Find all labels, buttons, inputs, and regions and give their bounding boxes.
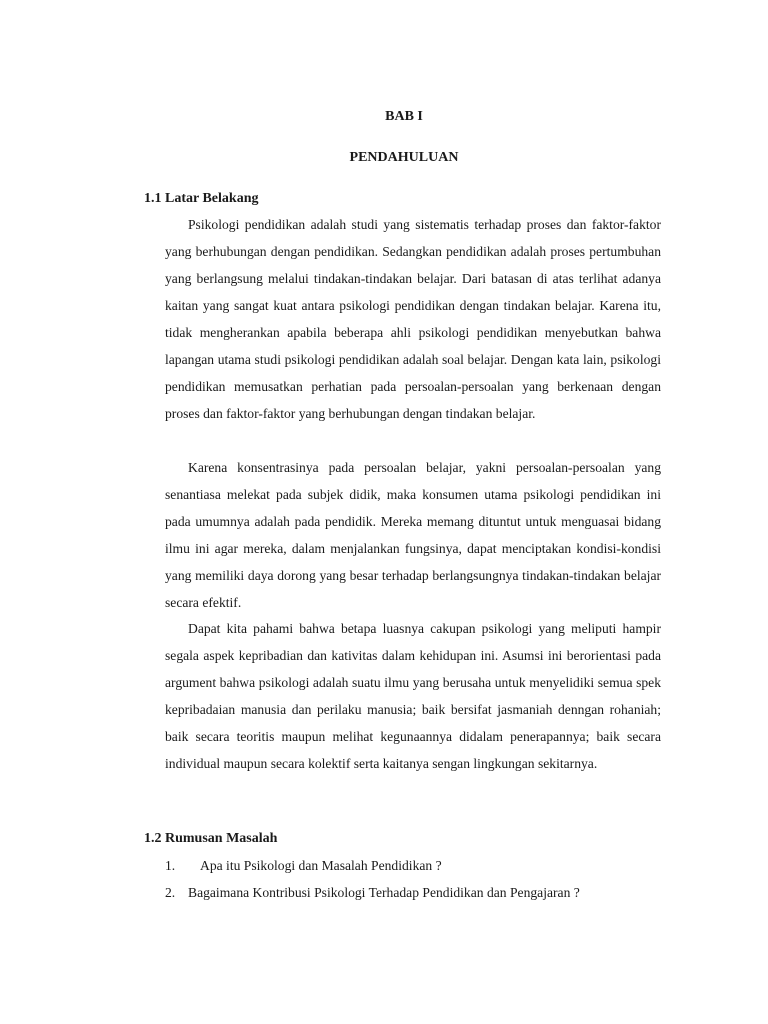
section-heading-latar-belakang: 1.1 Latar Belakang [144,191,259,206]
list-item [165,879,580,906]
chapter-number: BAB I [385,109,423,124]
list-item-number: 2. [165,885,176,900]
section-heading-rumusan-masalah: 1.2 Rumusan Masalah [144,831,278,846]
list-item [165,852,580,879]
paragraph-1: Psikologi pendidikan adalah studi yang sistematis terhadap proses dan faktor-faktor yang berhubungan dengan pendidikan. Sedangkan pendidikan adalah proses pertumbuhan yang berlangsung melalui tindakan-tindakan belajar. Dari batasan di atas terlihat adanya kaitan yang sangat kuat antara psikologi pendidikan dengan tindakan belajar. Karena itu, tidak mengherankan apabila beberapa ahli psikologi pendidikan menyebutkan bahwa lapangan utama studi psikologi pendidikan adalah soal belajar. Dengan kata lain, psikologi pendidikan memusatkan perhatian pada persoalan-persoalan yang berkenaan dengan proses dan faktor-faktor yang berhubungan dengan tindakan belajar. [165,217,661,421]
list-item-text: Apa itu Psikologi dan Masalah Pendidikan ? [200,858,442,873]
chapter-title: PENDAHULUAN [349,150,459,165]
list-item-text: Bagaimana Kontribusi Psikologi Terhadap Pendidikan dan Pengajaran ? [188,885,580,900]
problem-list [165,852,580,906]
paragraph-2: Karena konsentrasinya pada persoalan belajar, yakni persoalan-persoalan yang senantiasa melekat pada subjek didik, maka konsumen utama psikologi pendidikan ini pada umumnya adalah pada pendidik. Mereka memang dituntut untuk menguasai bidang ilmu ini agar mereka, dalam menjalankan fungsinya, dapat menciptakan kondisi-kondisi yang memiliki daya dorong yang besar terhadap berlangsungnya tindakan-tindakan belajar secara efektif. [165,460,661,610]
list-item-number: 1. [165,858,176,873]
paragraph-3: Dapat kita pahami bahwa betapa luasnya cakupan psikologi yang meliputi hampir segala aspek kepribadian dan kativitas dalam kehidupan ini. Asumsi ini berorientasi pada argument bahwa psikologi adalah suatu ilmu yang berusaha untuk menyelidiki semua spek kepribadaian manusia dan perilaku manusia; baik bersifat jasmaniah denngan rohaniah; baik secara teoritis maupun melihat kegunaannya didalam penerapannya; baik secara individual maupun secara kolektif serta kaitanya sengan lingkungan sekitarnya. [165,621,661,771]
